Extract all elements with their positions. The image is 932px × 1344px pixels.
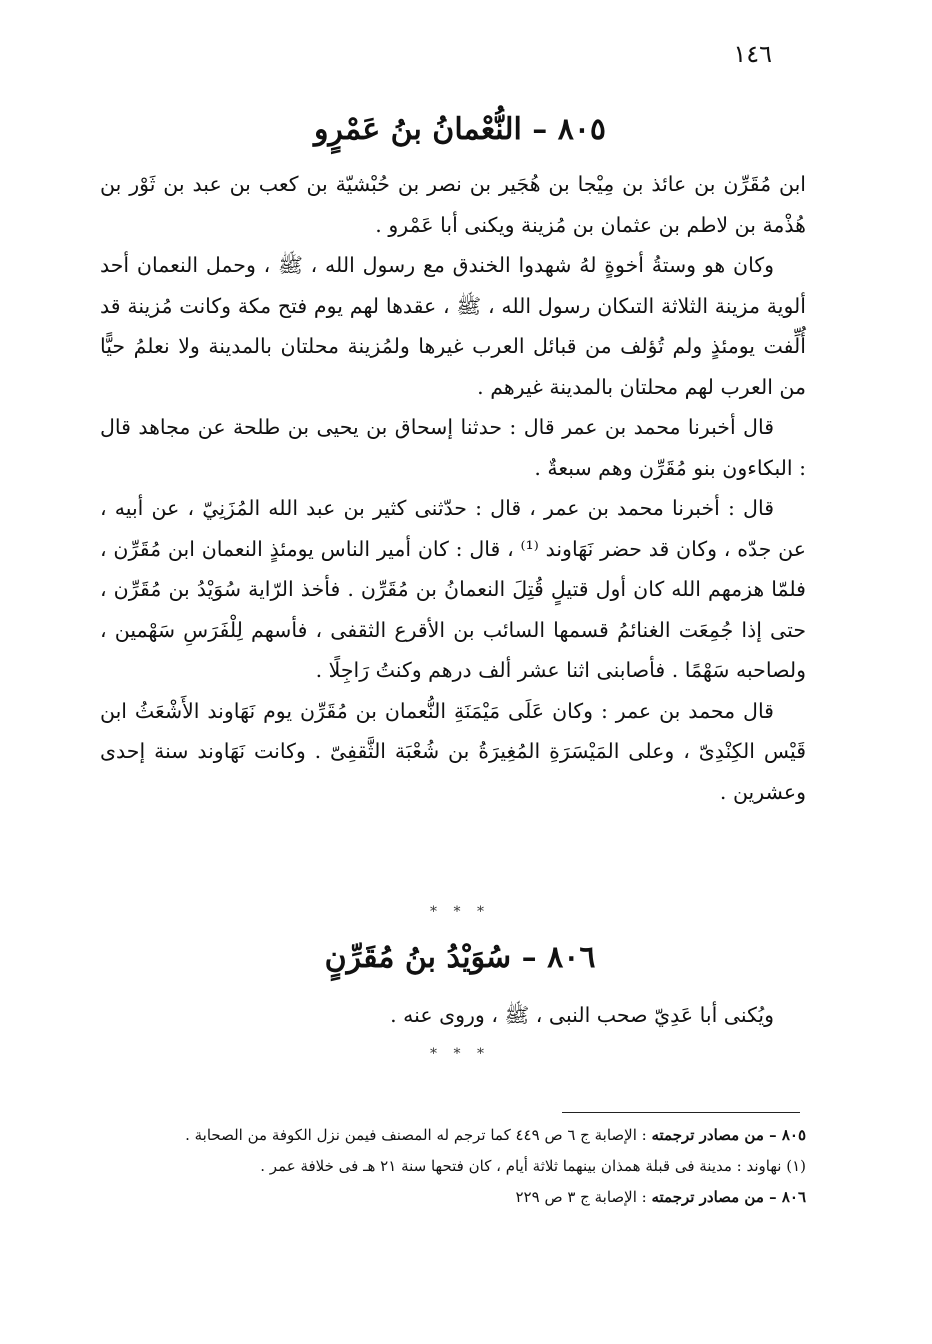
footnote: [100, 1151, 806, 1182]
footnote-divider: [562, 1112, 800, 1113]
body-paragraph: قال : أخبرنا محمد بن عمر ، قال : حدّثنى كثير بن عبد الله المُزَنِيّ ، عن أبيه ، عن جدّه ، وكان قد حضر نَهَاوند ⁽¹⁾ ، قال : كان أمير الناس يومئذٍ النعمان ابن مُقَرِّن ، فلمّا هزمهم الله كان أول قتيلٍ قُتِلَ النعمانُ بن مُقَرِّن . فأخذ الرّاية سُوَيْدُ بن مُقَرِّن ، حتى إذا جُمِعَت الغنائمُ قسمها السائب بن الأقرع الثقفى ، فأسهم لِلْفَرَسِ سَهْمين ، ولصاحبه سَهْمًا . فأصابنى اثنا عشر ألف درهم وكنتُ رَاجِلًا .: [100, 496, 806, 682]
footnote-text: (١) نهاوند : مدينة فى قبلة همذان بينهما ثلاثة أيام ، كان فتحها سنة ٢١ هـ فى خلافة عمر .: [260, 1157, 806, 1175]
footnote: [100, 1182, 806, 1213]
section-separator: * * *: [430, 904, 490, 920]
footnote-source-label: ٨٠٥ – من مصادر ترجمته: [651, 1126, 806, 1144]
body-paragraph: قال أخبرنا محمد بن عمر قال : حدثنا إسحاق بن يحيى بن طلحة عن مجاهد قال : البكاءون بنو مُقَرِّن وهم سبعةٌ .: [100, 415, 806, 480]
footnote-source-label: ٨٠٦ – من مصادر ترجمته: [651, 1188, 806, 1206]
entry-body-805: [100, 164, 806, 812]
footnotes: [100, 1120, 806, 1213]
body-paragraph: قال محمد بن عمر : وكان عَلَى مَيْمَنَةِ النُّعمان بن مُقَرِّن يوم نَهَاوند الأَشْعَثُ ابن قَيْس الكِنْدِىّ ، وعلى المَيْسَرَةِ المُغِيرَةُ بن شُعْبَة الثَّقفِىّ . وكانت نَهَاوند سنة إحدى وعشرين .: [100, 698, 806, 804]
page-number: ١٤٦: [733, 40, 772, 68]
footnote-text: : الإصابة ج ٦ ص ٤٤٩ كما ترجم له المصنف فيمن نزل الكوفة من الصحابة .: [185, 1126, 647, 1144]
entry-body-806: [100, 995, 806, 1036]
section-separator: * * *: [430, 1046, 490, 1062]
footnote: [100, 1120, 806, 1151]
lineage-paragraph: ابن مُقَرِّن بن عائذ بن مِيْجا بن هُجَير بن نصر بن حُبْشيّة بن كعب بن عبد بن ثَوْر بن هُذْمة بن لاطم بن عثمان بن مُزينة ويكنى أبا عَمْرو .: [100, 172, 806, 237]
body-paragraph: ويُكنى أبا عَدِيّ صحب النبى ، ﷺ ، وروى عنه .: [390, 1003, 774, 1027]
entry-heading-806: ٨٠٦ – سُوَيْدُ بنُ مُقَرِّنٍ: [324, 940, 596, 975]
body-paragraph: وكان هو وستةُ أخوةٍ لهُ شهدوا الخندق مع رسول الله ، ﷺ ، وحمل النعمان أحد ألوية مزينة الثلاثة التىكان رسول الله ، ﷺ ، عقدها لهم يوم فتح مكة وكانت مُزينة قد أُلِّفت يومئذٍ ولم تُؤلف من قبائل العرب غيرها ولمُزينة محلتان بالمدينة ولا نعلمُ حيًّا من العرب لهم محلتان بالمدينة غيرهم .: [100, 253, 806, 399]
footnote-text: : الإصابة ج ٣ ص ٢٢٩: [515, 1188, 647, 1206]
entry-heading-805: ٨٠٥ – النُّعْمانُ بنُ عَمْرٍو: [313, 112, 607, 147]
